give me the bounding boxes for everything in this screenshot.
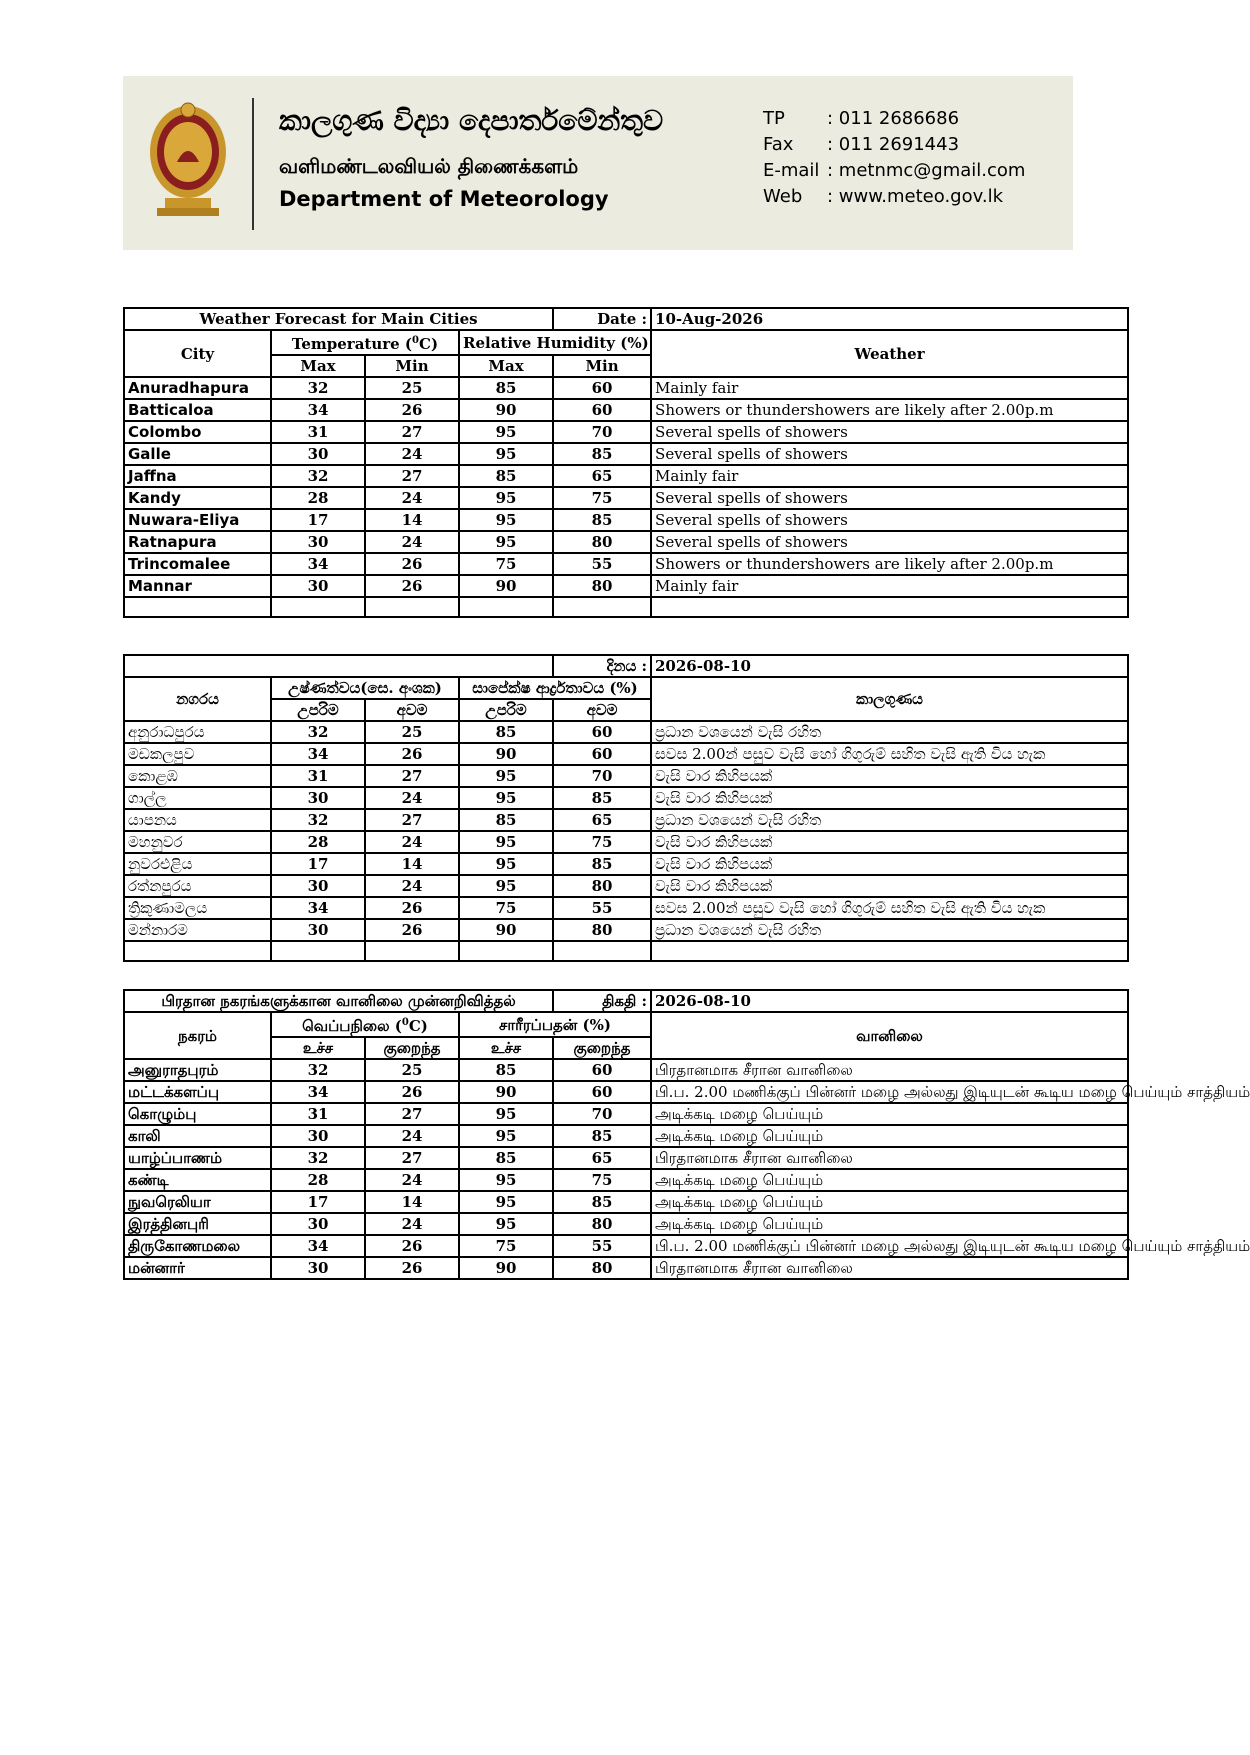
temp-max-cell: 32 <box>271 809 365 831</box>
table-row <box>124 399 1128 421</box>
city-cell: මහනුවර <box>124 831 271 853</box>
temp-min-cell: 26 <box>365 743 459 765</box>
temp-max-cell: 34 <box>271 743 365 765</box>
weather-cell: වැසි වාර කිහිපයක් <box>651 831 1128 853</box>
rh-min-cell: 85 <box>553 443 651 465</box>
city-cell: රත්නපුරය <box>124 875 271 897</box>
table-row <box>124 465 1128 487</box>
col-rh-max: උපරිම <box>459 699 553 721</box>
table-row <box>124 1169 1128 1191</box>
temp-min-cell: 27 <box>365 1103 459 1125</box>
rh-max-cell: 90 <box>459 575 553 597</box>
forecast-table-sinhala <box>123 654 1129 962</box>
rh-max-cell: 95 <box>459 1103 553 1125</box>
weather-cell: பிரதானமாக சீரான வானிலை <box>651 1059 1128 1081</box>
table-row <box>124 1125 1128 1147</box>
temp-max-cell: 17 <box>271 509 365 531</box>
header-divider <box>252 98 254 230</box>
table-row <box>124 1147 1128 1169</box>
table-row <box>124 765 1128 787</box>
rh-min-cell: 75 <box>553 831 651 853</box>
table-row <box>124 831 1128 853</box>
temp-min-cell: 24 <box>365 875 459 897</box>
city-cell: திருகோணமலை <box>124 1235 271 1257</box>
table-row <box>124 553 1128 575</box>
rh-min-cell: 60 <box>553 743 651 765</box>
weather-cell: Mainly fair <box>651 377 1128 399</box>
rh-max-cell: 95 <box>459 509 553 531</box>
city-cell: மன்னார் <box>124 1257 271 1279</box>
contact-label: Fax <box>763 134 794 155</box>
temp-min-cell: 26 <box>365 399 459 421</box>
rh-max-cell: 95 <box>459 853 553 875</box>
weather-cell: Mainly fair <box>651 575 1128 597</box>
temp-max-cell: 34 <box>271 1235 365 1257</box>
rh-min-cell: 70 <box>553 421 651 443</box>
contact-value: : 011 2686686 <box>827 108 960 129</box>
city-cell: மட்டக்களப்பு <box>124 1081 271 1103</box>
table-row <box>124 1103 1128 1125</box>
rh-max-cell: 85 <box>459 465 553 487</box>
col-weather: Weather <box>651 330 1128 377</box>
temp-max-cell: 30 <box>271 1213 365 1235</box>
weather-cell: සවස 2.00න් පසුව වැසි හෝ ගිගුරුම් සහිත වැසි ඇති විය හැක <box>651 897 1128 919</box>
rh-min-cell: 55 <box>553 897 651 919</box>
rh-max-cell: 95 <box>459 1213 553 1235</box>
col-rh-max: உச்ச <box>459 1037 553 1059</box>
rh-min-cell: 85 <box>553 853 651 875</box>
temp-max-cell: 30 <box>271 575 365 597</box>
rh-max-cell: 90 <box>459 743 553 765</box>
temp-max-cell: 32 <box>271 1147 365 1169</box>
temp-max-cell: 31 <box>271 421 365 443</box>
org-name-sinhala: කාලගුණ විද්‍යා දෙපාර්තමේන්තුව <box>279 104 664 137</box>
table-row <box>124 853 1128 875</box>
temp-min-cell: 24 <box>365 443 459 465</box>
temp-max-cell: 34 <box>271 553 365 575</box>
rh-min-cell: 80 <box>553 919 651 941</box>
col-rh-min: Min <box>553 355 651 377</box>
temp-max-cell: 30 <box>271 875 365 897</box>
table-row <box>124 487 1128 509</box>
contact-row <box>763 158 1025 184</box>
rh-min-cell: 80 <box>553 1213 651 1235</box>
table-row <box>124 1235 1128 1257</box>
weather-cell: பிரதானமாக சீரான வானிலை <box>651 1257 1128 1279</box>
temp-min-cell: 24 <box>365 1169 459 1191</box>
city-cell: ත්‍රිකුණාමලය <box>124 897 271 919</box>
rh-max-cell: 95 <box>459 1191 553 1213</box>
rh-max-cell: 95 <box>459 531 553 553</box>
rh-max-cell: 90 <box>459 399 553 421</box>
contact-label: TP <box>763 108 785 129</box>
rh-min-cell: 60 <box>553 377 651 399</box>
table-row <box>124 897 1128 919</box>
rh-max-cell: 95 <box>459 1169 553 1191</box>
col-weather: வானிலை <box>651 1012 1128 1059</box>
rh-min-cell: 85 <box>553 509 651 531</box>
contact-row <box>763 132 1025 158</box>
contact-value: : metnmc@gmail.com <box>827 160 1026 181</box>
temp-min-cell: 27 <box>365 465 459 487</box>
rh-max-cell: 95 <box>459 831 553 853</box>
col-rh-min: குறைந்த <box>553 1037 651 1059</box>
rh-min-cell: 70 <box>553 1103 651 1125</box>
rh-max-cell: 75 <box>459 1235 553 1257</box>
col-temp-max: උපරිම <box>271 699 365 721</box>
city-cell: Kandy <box>124 487 271 509</box>
weather-cell: பிரதானமாக சீரான வானிலை <box>651 1147 1128 1169</box>
rh-min-cell: 55 <box>553 1235 651 1257</box>
rh-max-cell: 95 <box>459 443 553 465</box>
weather-cell: Several spells of showers <box>651 509 1128 531</box>
table-row <box>124 743 1128 765</box>
weather-cell: වැසි වාර කිහිපයක් <box>651 787 1128 809</box>
rh-max-cell: 85 <box>459 721 553 743</box>
temp-max-cell: 30 <box>271 531 365 553</box>
city-cell: යාපනය <box>124 809 271 831</box>
col-city: City <box>124 330 271 377</box>
rh-min-cell: 55 <box>553 553 651 575</box>
city-cell: Mannar <box>124 575 271 597</box>
temp-min-cell: 14 <box>365 509 459 531</box>
temp-min-cell: 24 <box>365 831 459 853</box>
table-title <box>124 655 553 677</box>
city-cell: யாழ்ப்பாணம் <box>124 1147 271 1169</box>
weather-cell: அடிக்கடி மழை பெய்யும் <box>651 1103 1128 1125</box>
temp-min-cell: 26 <box>365 575 459 597</box>
weather-cell: Mainly fair <box>651 465 1128 487</box>
temp-max-cell: 31 <box>271 765 365 787</box>
table-row <box>124 1213 1128 1235</box>
sri-lanka-emblem-icon <box>147 100 229 218</box>
org-name-english: Department of Meteorology <box>279 187 609 211</box>
contact-label: Web <box>763 186 803 207</box>
temp-max-cell: 28 <box>271 1169 365 1191</box>
temp-max-cell: 30 <box>271 787 365 809</box>
table-row <box>124 1257 1128 1279</box>
temp-max-cell: 32 <box>271 721 365 743</box>
rh-min-cell: 65 <box>553 465 651 487</box>
rh-max-cell: 85 <box>459 809 553 831</box>
rh-min-cell: 75 <box>553 1169 651 1191</box>
rh-min-cell: 65 <box>553 809 651 831</box>
temp-min-cell: 25 <box>365 721 459 743</box>
temp-min-cell: 24 <box>365 487 459 509</box>
temp-min-cell: 24 <box>365 1125 459 1147</box>
col-temp-min: Min <box>365 355 459 377</box>
forecast-table-tamil <box>123 989 1250 1280</box>
temp-min-cell: 14 <box>365 1191 459 1213</box>
rh-max-cell: 85 <box>459 1147 553 1169</box>
col-temp-max: Max <box>271 355 365 377</box>
city-cell: கொழும்பு <box>124 1103 271 1125</box>
temp-min-cell: 25 <box>365 1059 459 1081</box>
rh-min-cell: 85 <box>553 1191 651 1213</box>
org-name-tamil: வளிமண்டலவியல் திணைக்களம் <box>279 154 579 178</box>
table-row <box>124 509 1128 531</box>
rh-min-cell: 80 <box>553 875 651 897</box>
city-cell: அனுராதபுரம் <box>124 1059 271 1081</box>
date-value: 10-Aug-2026 <box>651 308 1128 330</box>
temp-max-cell: 34 <box>271 897 365 919</box>
col-humidity: සාපේක්ෂ ආර්ද්‍රතාවය (%) <box>459 677 651 699</box>
table-row <box>124 919 1128 941</box>
contact-value: : 011 2691443 <box>827 134 960 155</box>
weather-cell: සවස 2.00න් පසුව වැසි හෝ ගිගුරුම් සහිත වැසි ඇති විය හැක <box>651 743 1128 765</box>
city-cell: Galle <box>124 443 271 465</box>
rh-max-cell: 85 <box>459 1059 553 1081</box>
temp-min-cell: 26 <box>365 1235 459 1257</box>
date-label: දිනය : <box>553 655 651 677</box>
temp-min-cell: 14 <box>365 853 459 875</box>
contact-label: E-mail <box>763 160 820 181</box>
temp-min-cell: 26 <box>365 1081 459 1103</box>
date-label: Date : <box>553 308 651 330</box>
rh-min-cell: 75 <box>553 487 651 509</box>
contact-value: : www.meteo.gov.lk <box>827 186 1004 207</box>
date-value: 2026-08-10 <box>651 990 1128 1012</box>
weather-cell: වැසි වාර කිහිපයක් <box>651 765 1128 787</box>
col-temp-min: குறைந்த <box>365 1037 459 1059</box>
rh-max-cell: 95 <box>459 421 553 443</box>
city-cell: Ratnapura <box>124 531 271 553</box>
weather-cell: ප්‍රධාන වශයෙන් වැසි රහිත <box>651 809 1128 831</box>
city-cell: Nuwara-Eliya <box>124 509 271 531</box>
col-city: නගරය <box>124 677 271 721</box>
rh-max-cell: 95 <box>459 487 553 509</box>
rh-min-cell: 70 <box>553 765 651 787</box>
temp-min-cell: 26 <box>365 897 459 919</box>
temp-min-cell: 27 <box>365 809 459 831</box>
city-cell: මඩකලපුව <box>124 743 271 765</box>
city-cell: இரத்தினபுரி <box>124 1213 271 1235</box>
weather-cell: Several spells of showers <box>651 443 1128 465</box>
temp-max-cell: 17 <box>271 853 365 875</box>
rh-max-cell: 90 <box>459 919 553 941</box>
weather-cell: பி.ப. 2.00 மணிக்குப் பின்னர் மழை அல்லது இடியுடன் கூடிய மழை பெய்யும் சாத்தியம் <box>651 1235 1128 1257</box>
rh-min-cell: 60 <box>553 721 651 743</box>
rh-max-cell: 95 <box>459 1125 553 1147</box>
rh-min-cell: 85 <box>553 787 651 809</box>
table-row <box>124 1191 1128 1213</box>
rh-max-cell: 85 <box>459 377 553 399</box>
weather-cell: பி.ப. 2.00 மணிக்குப் பின்னர் மழை அல்லது இடியுடன் கூடிய மழை பெய்யும் சாத்தியம் <box>651 1081 1128 1103</box>
rh-min-cell: 80 <box>553 531 651 553</box>
contact-row <box>763 184 1025 210</box>
date-value: 2026-08-10 <box>651 655 1128 677</box>
letterhead <box>123 76 1073 250</box>
city-cell: Colombo <box>124 421 271 443</box>
city-cell: ගාල්ල <box>124 787 271 809</box>
temp-max-cell: 32 <box>271 1059 365 1081</box>
rh-max-cell: 90 <box>459 1257 553 1279</box>
rh-min-cell: 85 <box>553 1125 651 1147</box>
city-cell: கண்டி <box>124 1169 271 1191</box>
weather-cell: அடிக்கடி மழை பெய்யும் <box>651 1169 1128 1191</box>
col-temp-min: අවම <box>365 699 459 721</box>
table-title: Weather Forecast for Main Cities <box>124 308 553 330</box>
table-row <box>124 377 1128 399</box>
temp-min-cell: 24 <box>365 787 459 809</box>
contact-row <box>763 106 1025 132</box>
rh-min-cell: 65 <box>553 1147 651 1169</box>
rh-max-cell: 95 <box>459 787 553 809</box>
rh-max-cell: 75 <box>459 553 553 575</box>
weather-cell: அடிக்கடி மழை பெய்யும் <box>651 1213 1128 1235</box>
temp-max-cell: 17 <box>271 1191 365 1213</box>
col-humidity: சாரீரப்பதன் (%) <box>459 1012 651 1037</box>
weather-cell: වැසි වාර කිහිපයක් <box>651 875 1128 897</box>
city-cell: Anuradhapura <box>124 377 271 399</box>
table-row <box>124 575 1128 597</box>
temp-max-cell: 28 <box>271 487 365 509</box>
temp-max-cell: 30 <box>271 919 365 941</box>
weather-cell: அடிக்கடி மழை பெய்யும் <box>651 1191 1128 1213</box>
col-temperature: උෂ්ණත්වය(සෙ. අංශක) <box>271 677 459 699</box>
table-row <box>124 721 1128 743</box>
temp-min-cell: 24 <box>365 1213 459 1235</box>
col-city: நகரம் <box>124 1012 271 1059</box>
temp-min-cell: 26 <box>365 1257 459 1279</box>
contact-block <box>763 106 1025 210</box>
rh-min-cell: 80 <box>553 1257 651 1279</box>
rh-min-cell: 60 <box>553 1081 651 1103</box>
city-cell: මන්නාරම <box>124 919 271 941</box>
col-rh-max: Max <box>459 355 553 377</box>
col-temperature: Temperature ($^0$C) <box>271 330 459 355</box>
table-row <box>124 875 1128 897</box>
temp-min-cell: 26 <box>365 919 459 941</box>
temp-max-cell: 32 <box>271 465 365 487</box>
temp-min-cell: 27 <box>365 1147 459 1169</box>
temp-min-cell: 27 <box>365 765 459 787</box>
table-row <box>124 443 1128 465</box>
city-cell: காலி <box>124 1125 271 1147</box>
table-row <box>124 531 1128 553</box>
weather-cell: Showers or thundershowers are likely after 2.00p.m <box>651 399 1128 421</box>
city-cell: Batticaloa <box>124 399 271 421</box>
temp-max-cell: 30 <box>271 1257 365 1279</box>
temp-max-cell: 30 <box>271 443 365 465</box>
weather-cell: Several spells of showers <box>651 421 1128 443</box>
table-row <box>124 421 1128 443</box>
table-title: பிரதான நகரங்களுக்கான வானிலை முன்னறிவித்தல் <box>124 990 553 1012</box>
table-row <box>124 809 1128 831</box>
temp-max-cell: 34 <box>271 1081 365 1103</box>
rh-max-cell: 75 <box>459 897 553 919</box>
forecast-table-english <box>123 307 1129 618</box>
table-row <box>124 1059 1128 1081</box>
rh-max-cell: 95 <box>459 765 553 787</box>
weather-cell: ප්‍රධාන වශයෙන් වැසි රහිත <box>651 721 1128 743</box>
temp-min-cell: 24 <box>365 531 459 553</box>
date-label: திகதி : <box>553 990 651 1012</box>
temp-min-cell: 27 <box>365 421 459 443</box>
col-temp-max: உச்ச <box>271 1037 365 1059</box>
temp-min-cell: 25 <box>365 377 459 399</box>
weather-cell: Showers or thundershowers are likely after 2.00p.m <box>651 553 1128 575</box>
rh-min-cell: 80 <box>553 575 651 597</box>
weather-cell: Several spells of showers <box>651 487 1128 509</box>
weather-cell: Several spells of showers <box>651 531 1128 553</box>
city-cell: අනුරාධපුරය <box>124 721 271 743</box>
city-cell: Trincomalee <box>124 553 271 575</box>
weather-cell: වැසි වාර කිහිපයක් <box>651 853 1128 875</box>
temp-max-cell: 32 <box>271 377 365 399</box>
temp-max-cell: 30 <box>271 1125 365 1147</box>
rh-min-cell: 60 <box>553 399 651 421</box>
col-weather: කාලගුණය <box>651 677 1128 721</box>
col-rh-min: අවම <box>553 699 651 721</box>
city-cell: நுவரெலியா <box>124 1191 271 1213</box>
table-row <box>124 1081 1128 1103</box>
rh-min-cell: 60 <box>553 1059 651 1081</box>
temp-min-cell: 26 <box>365 553 459 575</box>
table-row <box>124 787 1128 809</box>
city-cell: Jaffna <box>124 465 271 487</box>
temp-max-cell: 31 <box>271 1103 365 1125</box>
rh-max-cell: 90 <box>459 1081 553 1103</box>
city-cell: නුවරඑළිය <box>124 853 271 875</box>
weather-cell: அடிக்கடி மழை பெய்யும் <box>651 1125 1128 1147</box>
weather-cell: ප්‍රධාන වශයෙන් වැසි රහිත <box>651 919 1128 941</box>
temp-max-cell: 28 <box>271 831 365 853</box>
rh-max-cell: 95 <box>459 875 553 897</box>
col-temperature: வெப்பநிலை ($^0$C) <box>271 1012 459 1037</box>
col-humidity: Relative Humidity (%) <box>459 330 651 355</box>
temp-max-cell: 34 <box>271 399 365 421</box>
city-cell: කොළඹ <box>124 765 271 787</box>
